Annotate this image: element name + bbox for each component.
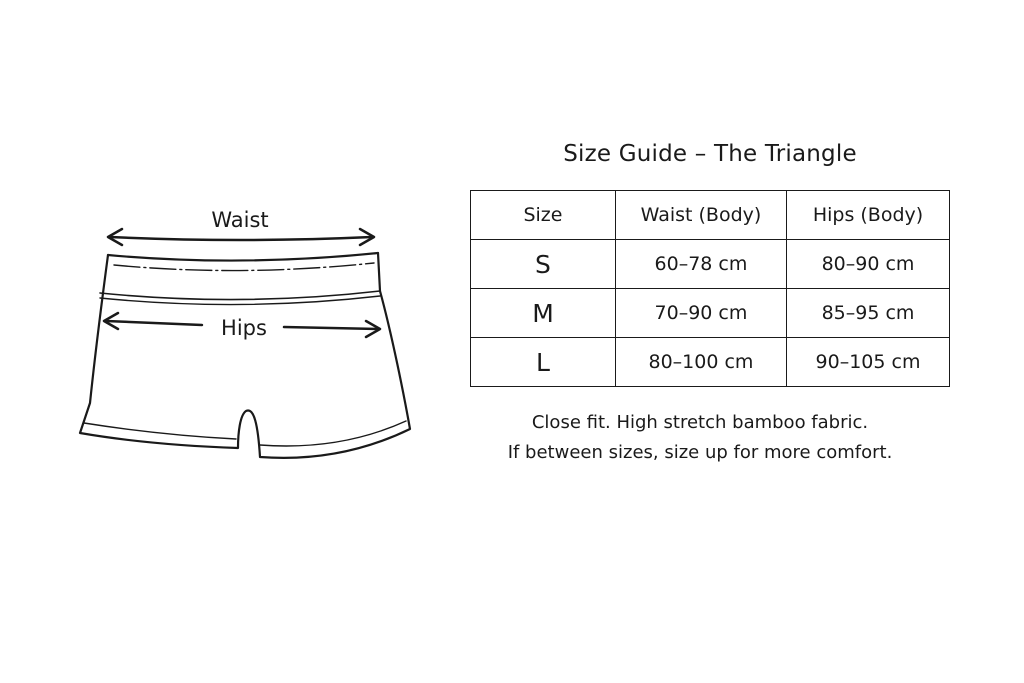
hips-cell: 80–90 cm xyxy=(786,240,949,289)
table-header-row xyxy=(471,191,950,240)
waist-label: Waist xyxy=(211,208,269,232)
header-waist: Waist (Body) xyxy=(615,191,786,240)
hips-cell: 85–95 cm xyxy=(786,289,949,338)
size-cell: L xyxy=(471,338,616,387)
table-row xyxy=(471,240,950,289)
header-size: Size xyxy=(471,191,616,240)
size-table xyxy=(470,190,950,387)
size-guide-title: Size Guide – The Triangle xyxy=(563,141,857,167)
fit-note-line: Close fit. High stretch bamboo fabric. xyxy=(531,412,869,433)
size-cell: M xyxy=(471,289,616,338)
waist-cell: 60–78 cm xyxy=(615,240,786,289)
waist-cell: 80–100 cm xyxy=(615,338,786,387)
table-row xyxy=(471,338,950,387)
fit-notes xyxy=(440,408,960,468)
hips-cell: 90–105 cm xyxy=(786,338,949,387)
header-hips: Hips (Body) xyxy=(786,191,949,240)
table-row xyxy=(471,289,950,338)
shorts-drawing xyxy=(60,195,440,485)
shorts-illustration xyxy=(60,195,440,485)
hips-label: Hips xyxy=(221,316,267,340)
size-cell: S xyxy=(471,240,616,289)
waist-cell: 70–90 cm xyxy=(615,289,786,338)
sizing-note-line: If between sizes, size up for more comfort. xyxy=(507,442,893,463)
shorts-outline xyxy=(80,253,410,458)
